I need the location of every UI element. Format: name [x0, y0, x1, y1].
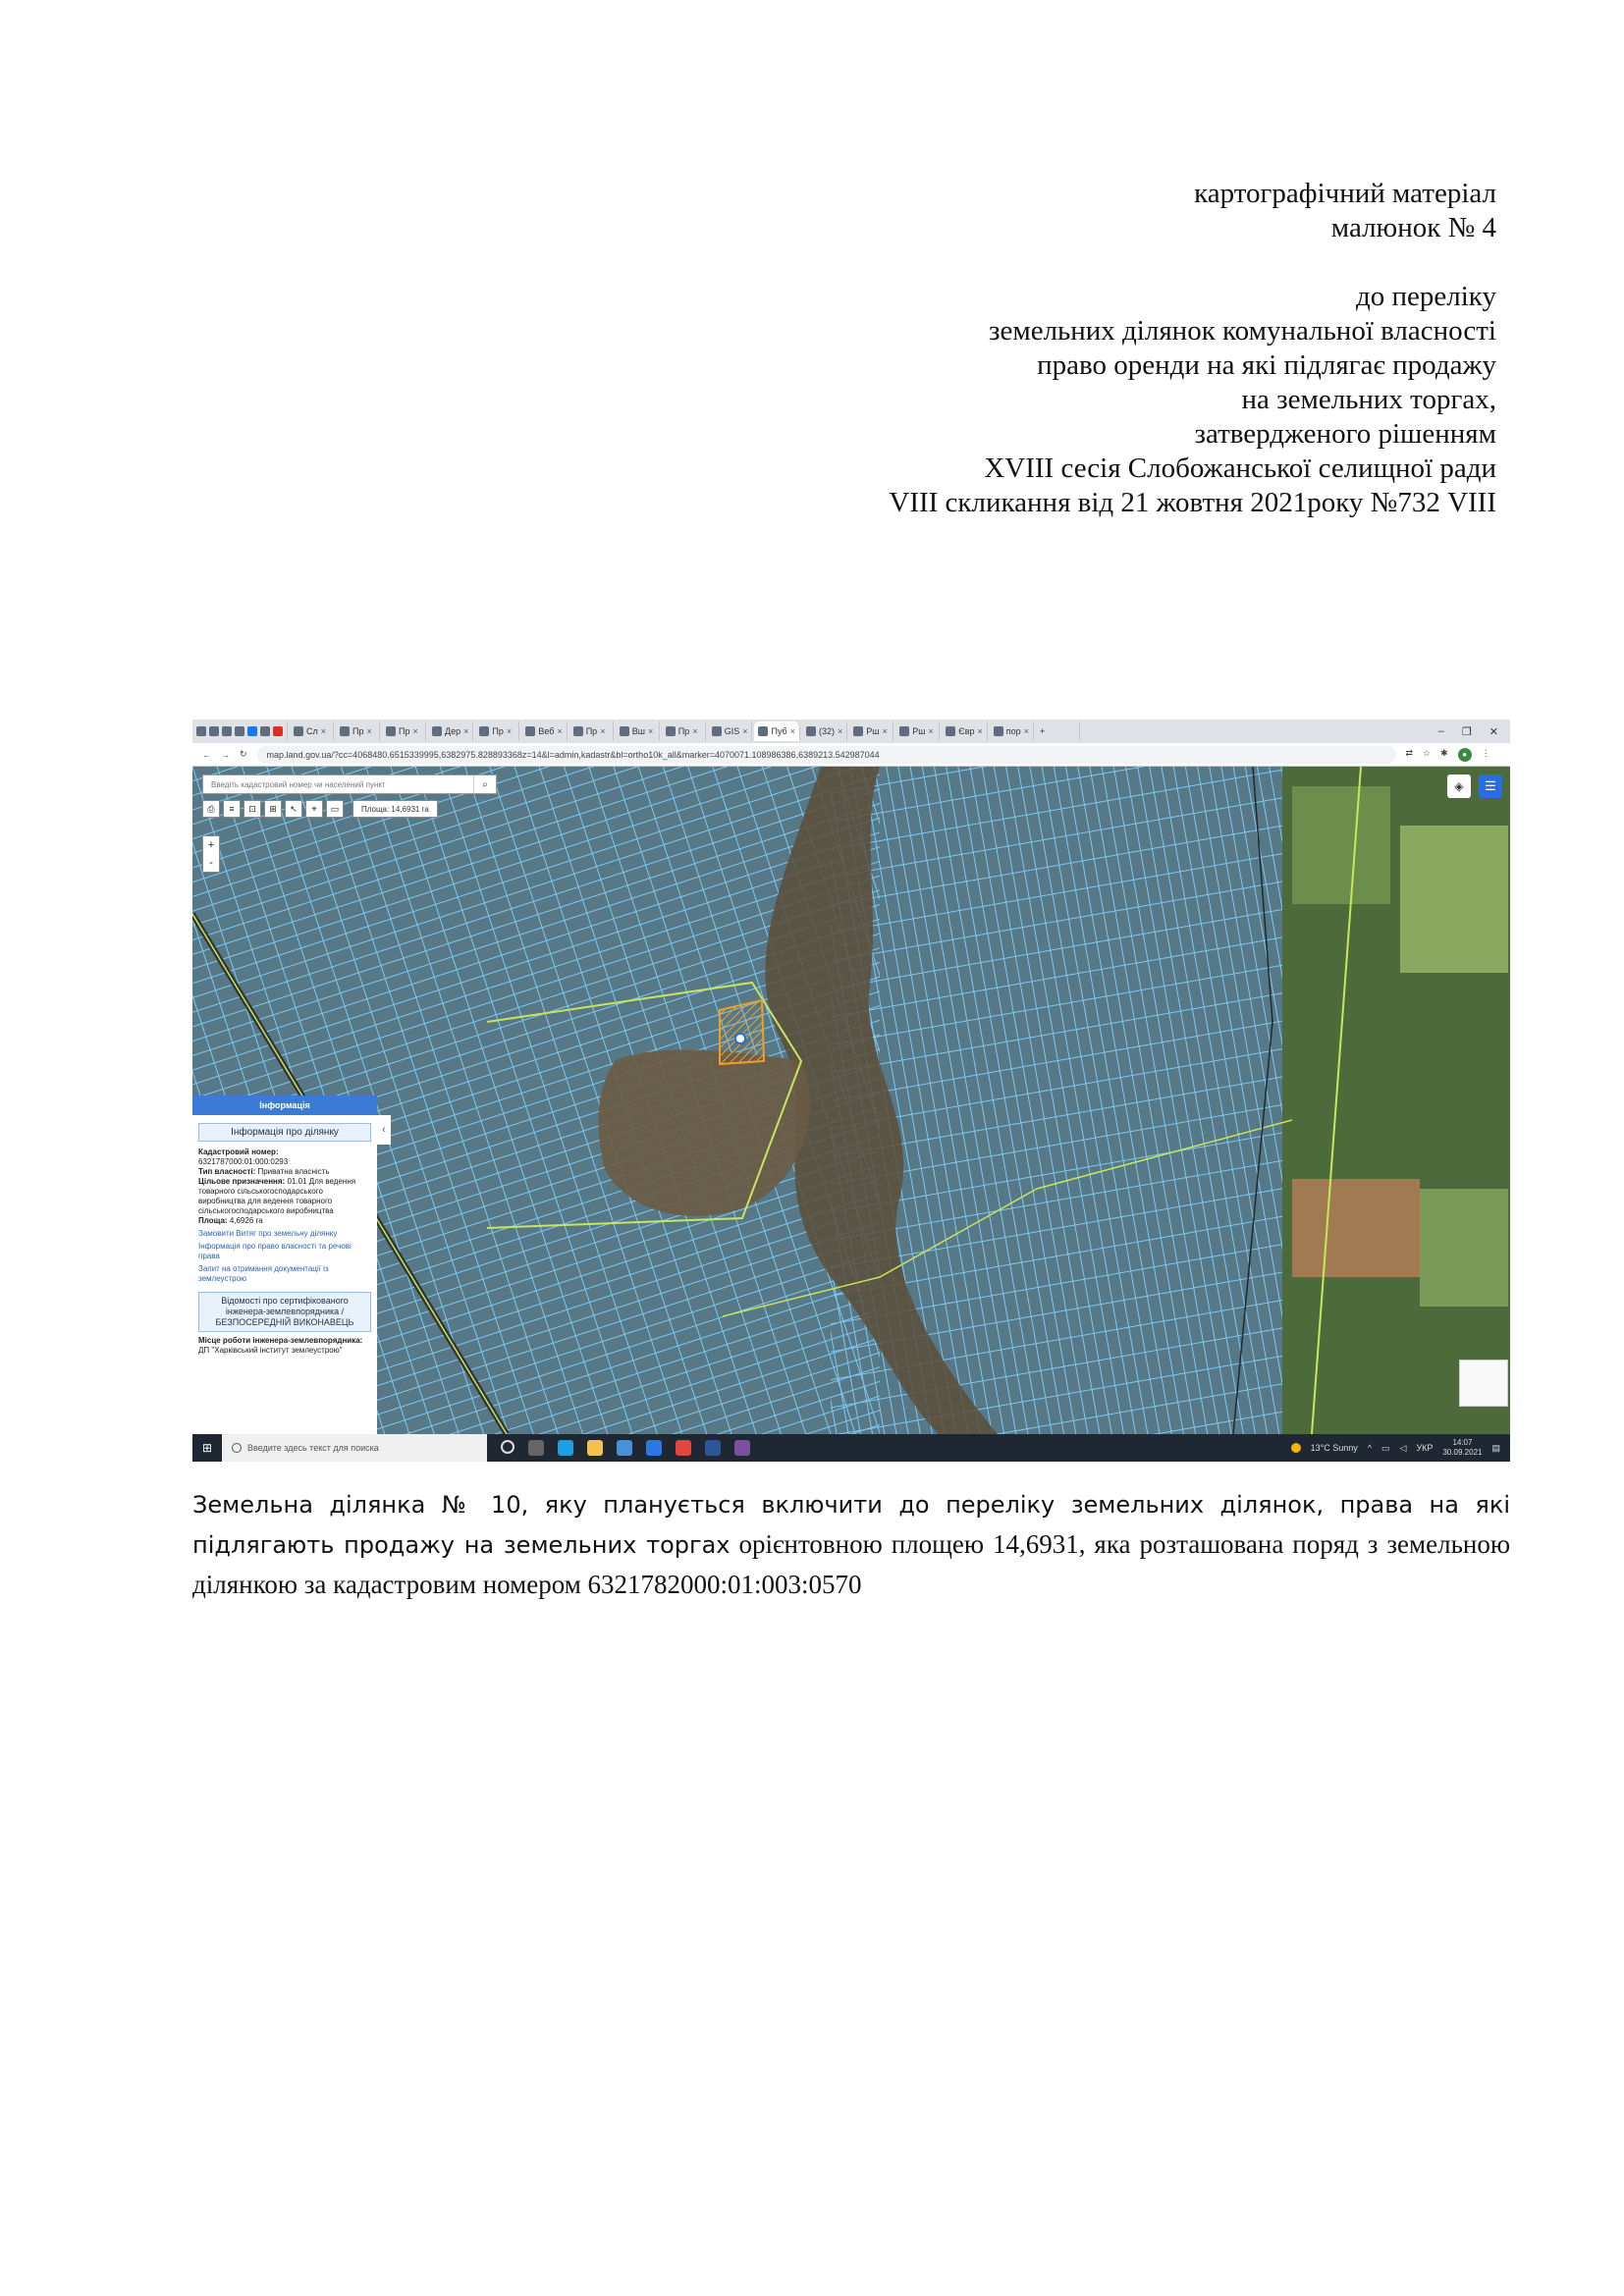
tab-label: GIS	[724, 726, 740, 736]
header-line: земельних ділянок комунальної власності	[989, 315, 1496, 347]
tab-favicon-icon	[946, 726, 955, 736]
network-icon[interactable]: ▭	[1381, 1442, 1390, 1453]
tab-favicon-icon	[758, 726, 768, 736]
purpose-value: 01.01 Для ведення товарного сільськогосподарського виробництва для ведення товарного сільськогосподарського виробництва	[198, 1177, 356, 1215]
purpose-label: Цільове призначення:	[198, 1177, 286, 1186]
browser-tab[interactable]	[336, 721, 380, 741]
browser-tab[interactable]	[849, 721, 893, 741]
gmail-icon	[273, 726, 283, 736]
browser-tab[interactable]	[895, 721, 940, 741]
tab-favicon-icon	[899, 726, 909, 736]
header-line: XVIII сесія Слобожанської селищної ради	[984, 453, 1496, 484]
header-line: малюнок № 4	[1330, 212, 1496, 243]
map-screenshot	[192, 720, 1510, 1462]
workplace-label: Місце роботи інженера-землевпорядника:	[198, 1336, 363, 1345]
tab-close-icon[interactable]: ×	[600, 726, 606, 736]
ownership-label: Тип власності:	[198, 1167, 256, 1176]
weather-text[interactable]: 13°C Sunny	[1310, 1443, 1358, 1453]
header-line: до переліку	[1356, 281, 1496, 312]
tab-favicon-icon	[479, 726, 489, 736]
taskbar-apps	[501, 1440, 750, 1456]
tab-label: Пр	[677, 726, 690, 736]
tab-label: Євр	[958, 726, 975, 736]
tab-favicon-icon	[712, 726, 722, 736]
tab-close-icon[interactable]: ×	[320, 726, 327, 736]
tab-label: Пр	[352, 726, 364, 736]
viber-icon[interactable]	[734, 1440, 750, 1456]
area-readout: Площа: 14,6931 га	[352, 800, 438, 818]
taskbar-search-input[interactable]	[222, 1434, 487, 1462]
tab-close-icon[interactable]: ×	[366, 726, 372, 736]
tab-label: Рш	[866, 726, 880, 736]
engineer-info-box[interactable]: Відомості про сертифікованого інженера-землевпорядника / БЕЗПОСЕРЕДНІЙ ВИКОНАВЕЦЬ	[198, 1292, 371, 1332]
tab-close-icon[interactable]: ×	[647, 726, 654, 736]
zoom-control	[202, 835, 220, 873]
browser-tab[interactable]	[754, 721, 800, 741]
weather-sun-icon	[1291, 1443, 1301, 1453]
map-marker-icon[interactable]	[735, 1034, 745, 1043]
cadastral-label: Кадастровий номер:	[198, 1148, 279, 1156]
clock[interactable]	[1442, 1438, 1482, 1458]
tab-close-icon[interactable]: ×	[506, 726, 513, 736]
window-controls	[1438, 725, 1510, 738]
system-tray	[1291, 1438, 1510, 1458]
forward-icon[interactable]: →	[221, 749, 230, 760]
selected-parcel[interactable]	[720, 1000, 764, 1064]
browser-tab[interactable]	[475, 721, 519, 741]
tab-label: пор	[1005, 726, 1021, 736]
pinned-tab-icon	[222, 726, 232, 736]
tab-label: Дер	[445, 726, 461, 736]
maximize-icon[interactable]: ❐	[1461, 725, 1472, 738]
tab-close-icon[interactable]: ×	[742, 726, 748, 736]
browser-tab[interactable]	[616, 721, 660, 741]
document-header	[613, 177, 1496, 520]
tab-close-icon[interactable]: ×	[557, 726, 563, 736]
tab-label: Рш	[912, 726, 926, 736]
map-search-input[interactable]	[202, 774, 497, 794]
header-line: затвердженого рішенням	[1194, 418, 1496, 450]
map-toolbar	[202, 800, 438, 818]
translate-icon[interactable]: ⇄	[1405, 747, 1414, 758]
chrome-icon[interactable]	[676, 1440, 691, 1456]
measure-area-icon[interactable]: ⊡	[244, 800, 261, 818]
pinned-tab-icon	[247, 726, 257, 736]
tab-label: Вш	[631, 726, 645, 736]
documentation-request-link[interactable]: Запит на отримання документації із землеустрою	[198, 1264, 329, 1283]
ownership-value: Приватна власність	[257, 1167, 330, 1176]
volume-icon[interactable]: ◁	[1399, 1442, 1407, 1453]
pinned-tab-icon	[196, 726, 206, 736]
tray-arrow-icon[interactable]: ^	[1367, 1443, 1373, 1453]
order-extract-link[interactable]: Замовити Витяг про земельну ділянку	[198, 1229, 338, 1238]
tab-close-icon[interactable]: ×	[412, 726, 418, 736]
notifications-icon[interactable]: ▤	[1491, 1442, 1500, 1453]
pinned-tabs[interactable]	[192, 721, 288, 741]
tab-favicon-icon	[853, 726, 863, 736]
header-line: VIII скликання від 21 жовтня 2021року №732 VIII	[889, 487, 1496, 518]
tab-close-icon[interactable]: ×	[789, 726, 795, 736]
comment-icon[interactable]: ▭	[326, 800, 344, 818]
tab-favicon-icon	[994, 726, 1003, 736]
url-field[interactable]	[257, 746, 1396, 764]
print-icon[interactable]: ⎙	[202, 800, 220, 818]
close-icon[interactable]: ✕	[1489, 725, 1498, 738]
tab-favicon-icon	[666, 726, 676, 736]
pinned-tab-icon	[209, 726, 219, 736]
tab-label: (32)	[818, 726, 835, 736]
search-placeholder: Введіть кадастровий номер чи населений пункт	[211, 779, 386, 789]
tab-close-icon[interactable]: ×	[928, 726, 934, 736]
clock-time: 14:07	[1452, 1438, 1473, 1447]
language-indicator[interactable]: УКР	[1416, 1443, 1434, 1453]
satellite-map-image	[192, 767, 1510, 1434]
tab-favicon-icon	[620, 726, 629, 736]
store-icon[interactable]	[617, 1440, 632, 1456]
tab-label: Сл	[306, 726, 318, 736]
browser-tab[interactable]	[662, 721, 706, 741]
tab-favicon-icon	[806, 726, 816, 736]
browser-tab[interactable]	[802, 721, 847, 741]
windows-taskbar	[192, 1434, 1510, 1462]
browser-tab[interactable]	[521, 721, 567, 741]
windows-start-icon[interactable]: ⊞	[201, 1441, 213, 1455]
tab-favicon-icon	[432, 726, 442, 736]
collapse-panel-icon[interactable]: ‹	[377, 1115, 391, 1145]
word-icon[interactable]	[705, 1440, 721, 1456]
info-panel-title: Інформація	[192, 1095, 377, 1115]
browser-tab[interactable]	[990, 721, 1034, 741]
layers-select-icon[interactable]: ≡	[223, 800, 241, 818]
tab-label: Пр	[585, 726, 598, 736]
url-text: map.land.gov.ua/?cc=4068480.6515339995,6382975.828893368z=14&l=admin,kadastr&bl=ortho10k_all&marker=4070071.108986386,6389213.542987044	[266, 749, 880, 760]
pinned-tab-icon	[260, 726, 270, 736]
zoom-in-button[interactable]: +	[207, 839, 215, 851]
minimize-icon[interactable]: –	[1437, 724, 1444, 737]
pinned-tab-icon	[235, 726, 244, 736]
reload-icon[interactable]: ↻	[240, 749, 247, 759]
caption-part2: орієнтовною площею 14,6931, яка розташована поряд з земельною ділянкою за кадастровим номером 6321782000:01:003:0570	[192, 1529, 1510, 1599]
tab-label: Веб	[538, 726, 555, 736]
taskbar-search-placeholder: Введите здесь текст для поиска	[247, 1443, 379, 1453]
measure-length-icon[interactable]: ⊞	[264, 800, 282, 818]
browser-tab[interactable]	[382, 721, 426, 741]
tab-label: Пр	[399, 726, 410, 736]
browser-tab[interactable]	[428, 721, 473, 741]
tab-close-icon[interactable]: ×	[463, 726, 469, 736]
tab-close-icon[interactable]: ×	[1023, 726, 1029, 736]
browser-tab[interactable]	[569, 721, 614, 741]
workplace-value: ДП "Харківський інститут землеустрою"	[198, 1346, 343, 1355]
basemap-layers-icon[interactable]: ◈	[1447, 774, 1471, 798]
zoom-out-button[interactable]: -	[209, 857, 213, 869]
cortana-icon[interactable]	[501, 1440, 514, 1454]
parcel-info-panel	[192, 1095, 377, 1434]
new-tab-button[interactable]: +	[1036, 721, 1080, 741]
header-line: картографічний матеріал	[1194, 178, 1496, 209]
browser-tab[interactable]	[290, 721, 334, 741]
extensions-icon[interactable]: ✱	[1440, 747, 1448, 758]
file-explorer-icon[interactable]	[587, 1440, 603, 1456]
tab-close-icon[interactable]: ×	[692, 726, 698, 736]
header-line: на земельних торгах,	[1241, 384, 1496, 415]
cadastral-map[interactable]	[192, 767, 1510, 1434]
info-panel-subtitle[interactable]: Інформація про ділянку	[198, 1123, 371, 1142]
caption-part1: Земельна ділянка № 10, яку планується включити до переліку земельних ділянок, права на які підлягають продажу на земельних торгах	[192, 1491, 1510, 1559]
back-icon[interactable]: ←	[202, 749, 211, 760]
browser-tab[interactable]	[942, 721, 988, 741]
tab-close-icon[interactable]: ×	[882, 726, 888, 736]
mail-icon[interactable]	[646, 1440, 662, 1456]
edge-icon[interactable]	[558, 1440, 573, 1456]
tab-favicon-icon	[294, 726, 303, 736]
identify-icon[interactable]: ⌖	[305, 800, 323, 818]
recaptcha-badge	[1459, 1360, 1508, 1407]
browser-menu-icon[interactable]: ⋮	[1481, 747, 1490, 758]
area-value: 4,6926 га	[229, 1216, 263, 1225]
cadastral-value: 6321787000:01:000:0293	[198, 1157, 289, 1166]
tab-favicon-icon	[386, 726, 396, 736]
area-label: Площа:	[198, 1216, 228, 1225]
tab-close-icon[interactable]: ×	[838, 726, 843, 736]
tab-favicon-icon	[340, 726, 350, 736]
address-bar	[192, 743, 1510, 767]
tab-label: Пуб	[771, 726, 787, 736]
search-icon[interactable]: ⌕	[473, 775, 496, 793]
bookmark-star-icon[interactable]: ☆	[1423, 747, 1432, 758]
caption-paragraph	[192, 1484, 1510, 1604]
hamburger-menu-icon[interactable]: ☰	[1479, 774, 1502, 798]
tab-label: Пр	[492, 726, 504, 736]
header-line: право оренди на які підлягає продажу	[1037, 349, 1496, 381]
tab-favicon-icon	[525, 726, 535, 736]
ownership-info-link[interactable]: Інформація про право власності та речові права	[198, 1242, 352, 1260]
clock-date: 30.09.2021	[1442, 1448, 1483, 1457]
browser-tab-strip	[192, 720, 1510, 743]
browser-tab[interactable]	[708, 721, 753, 741]
tab-favicon-icon	[573, 726, 583, 736]
pointer-icon[interactable]: ↖	[285, 800, 302, 818]
task-view-icon[interactable]	[528, 1440, 544, 1456]
avatar[interactable]: ●	[1458, 748, 1472, 762]
tab-close-icon[interactable]: ×	[977, 726, 983, 736]
